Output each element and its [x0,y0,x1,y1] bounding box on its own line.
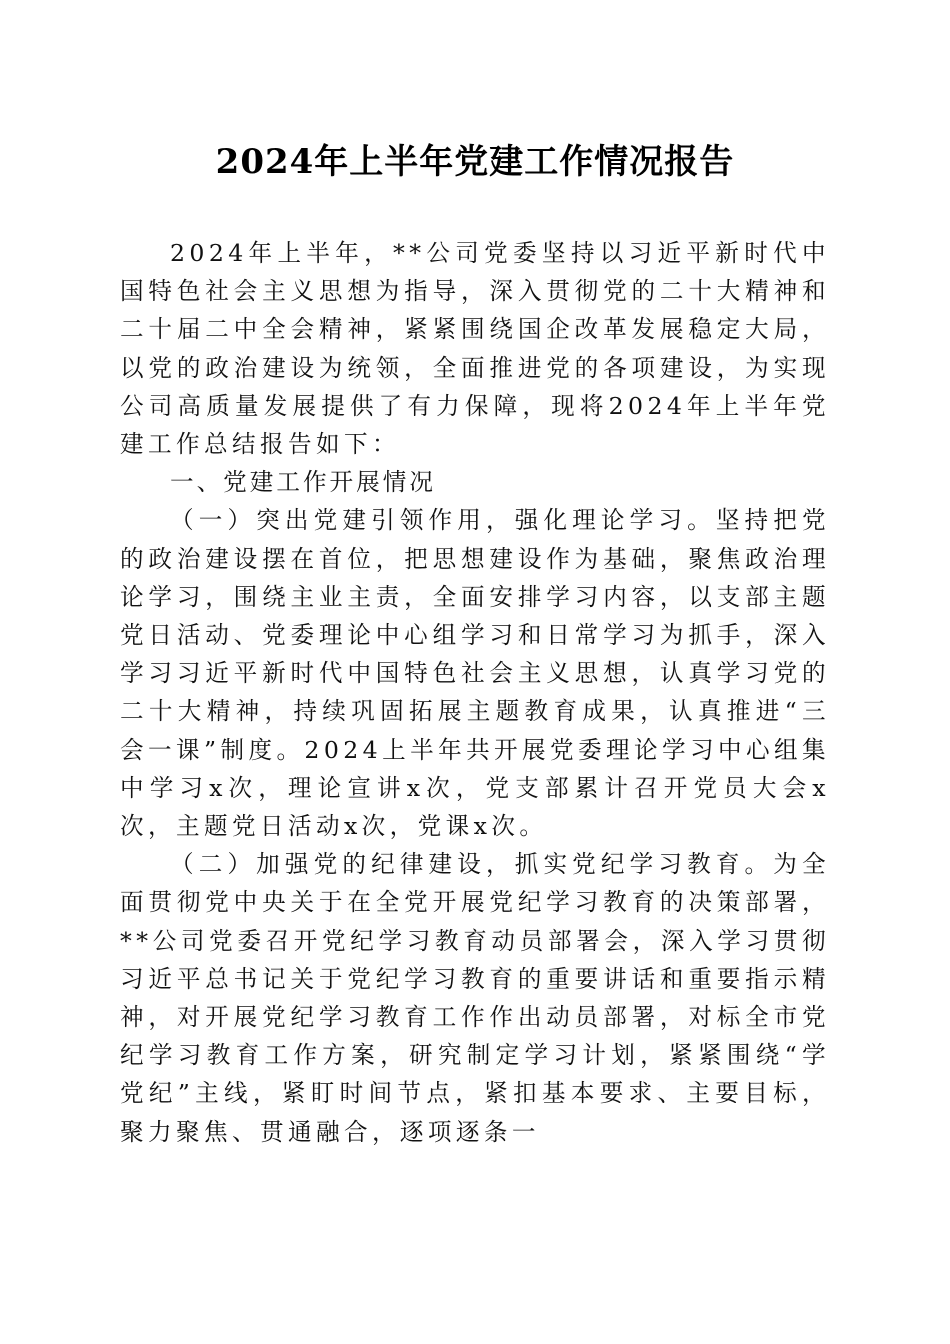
item-paragraph-1: （一）突出党建引领作用，强化理论学习。坚持把党的政治建设摆在首位，把思想建设作为基础，聚焦政治理论学习，围绕主业主责，全面安排学习内容，以支部主题党日活动、党委理论中心组学习和日常学习为抓手，深入学习习近平新时代中国特色社会主义思想，认真学习党的二十大精神，持续巩固拓展主题教育成果，认真推进“三会一课”制度。2024上半年共开展党委理论学习中心组集中学习x次，理论宣讲x次，党支部累计召开党员大会x次，主题党日活动x次，党课x次。 [120,506,830,841]
intro-paragraph: 2024年上半年，**公司党委坚持以习近平新时代中国特色社会主义思想为指导，深入贯彻党的二十大精神和二十届二中全会精神，紧紧围绕国企改革发展稳定大局，以党的政治建设为统领，全面推进党的各项建设，为实现公司高质量发展提供了有力保障，现将2024年上半年党建工作总结报告如下： [120,239,830,459]
document-body [120,234,830,1151]
item-paragraph-2: （二）加强党的纪律建设，抓实党纪学习教育。为全面贯彻党中央关于在全党开展党纪学习教育的决策部署，**公司党委召开党纪学习教育动员部署会，深入学习贯彻习近平总书记关于党纪学习教育的重要讲话和重要指示精神，对开展党纪学习教育工作作出动员部署，对标全市党纪学习教育工作方案，研究制定学习计划，紧紧围绕“学党纪”主线，紧盯时间节点，紧扣基本要求、主要目标，聚力聚焦、贯通融合，逐项逐条一 [120,850,830,1146]
section-heading-1: 一、党建工作开展情况 [170,468,436,497]
document-title: 2024年上半年党建工作情况报告 [215,142,735,182]
